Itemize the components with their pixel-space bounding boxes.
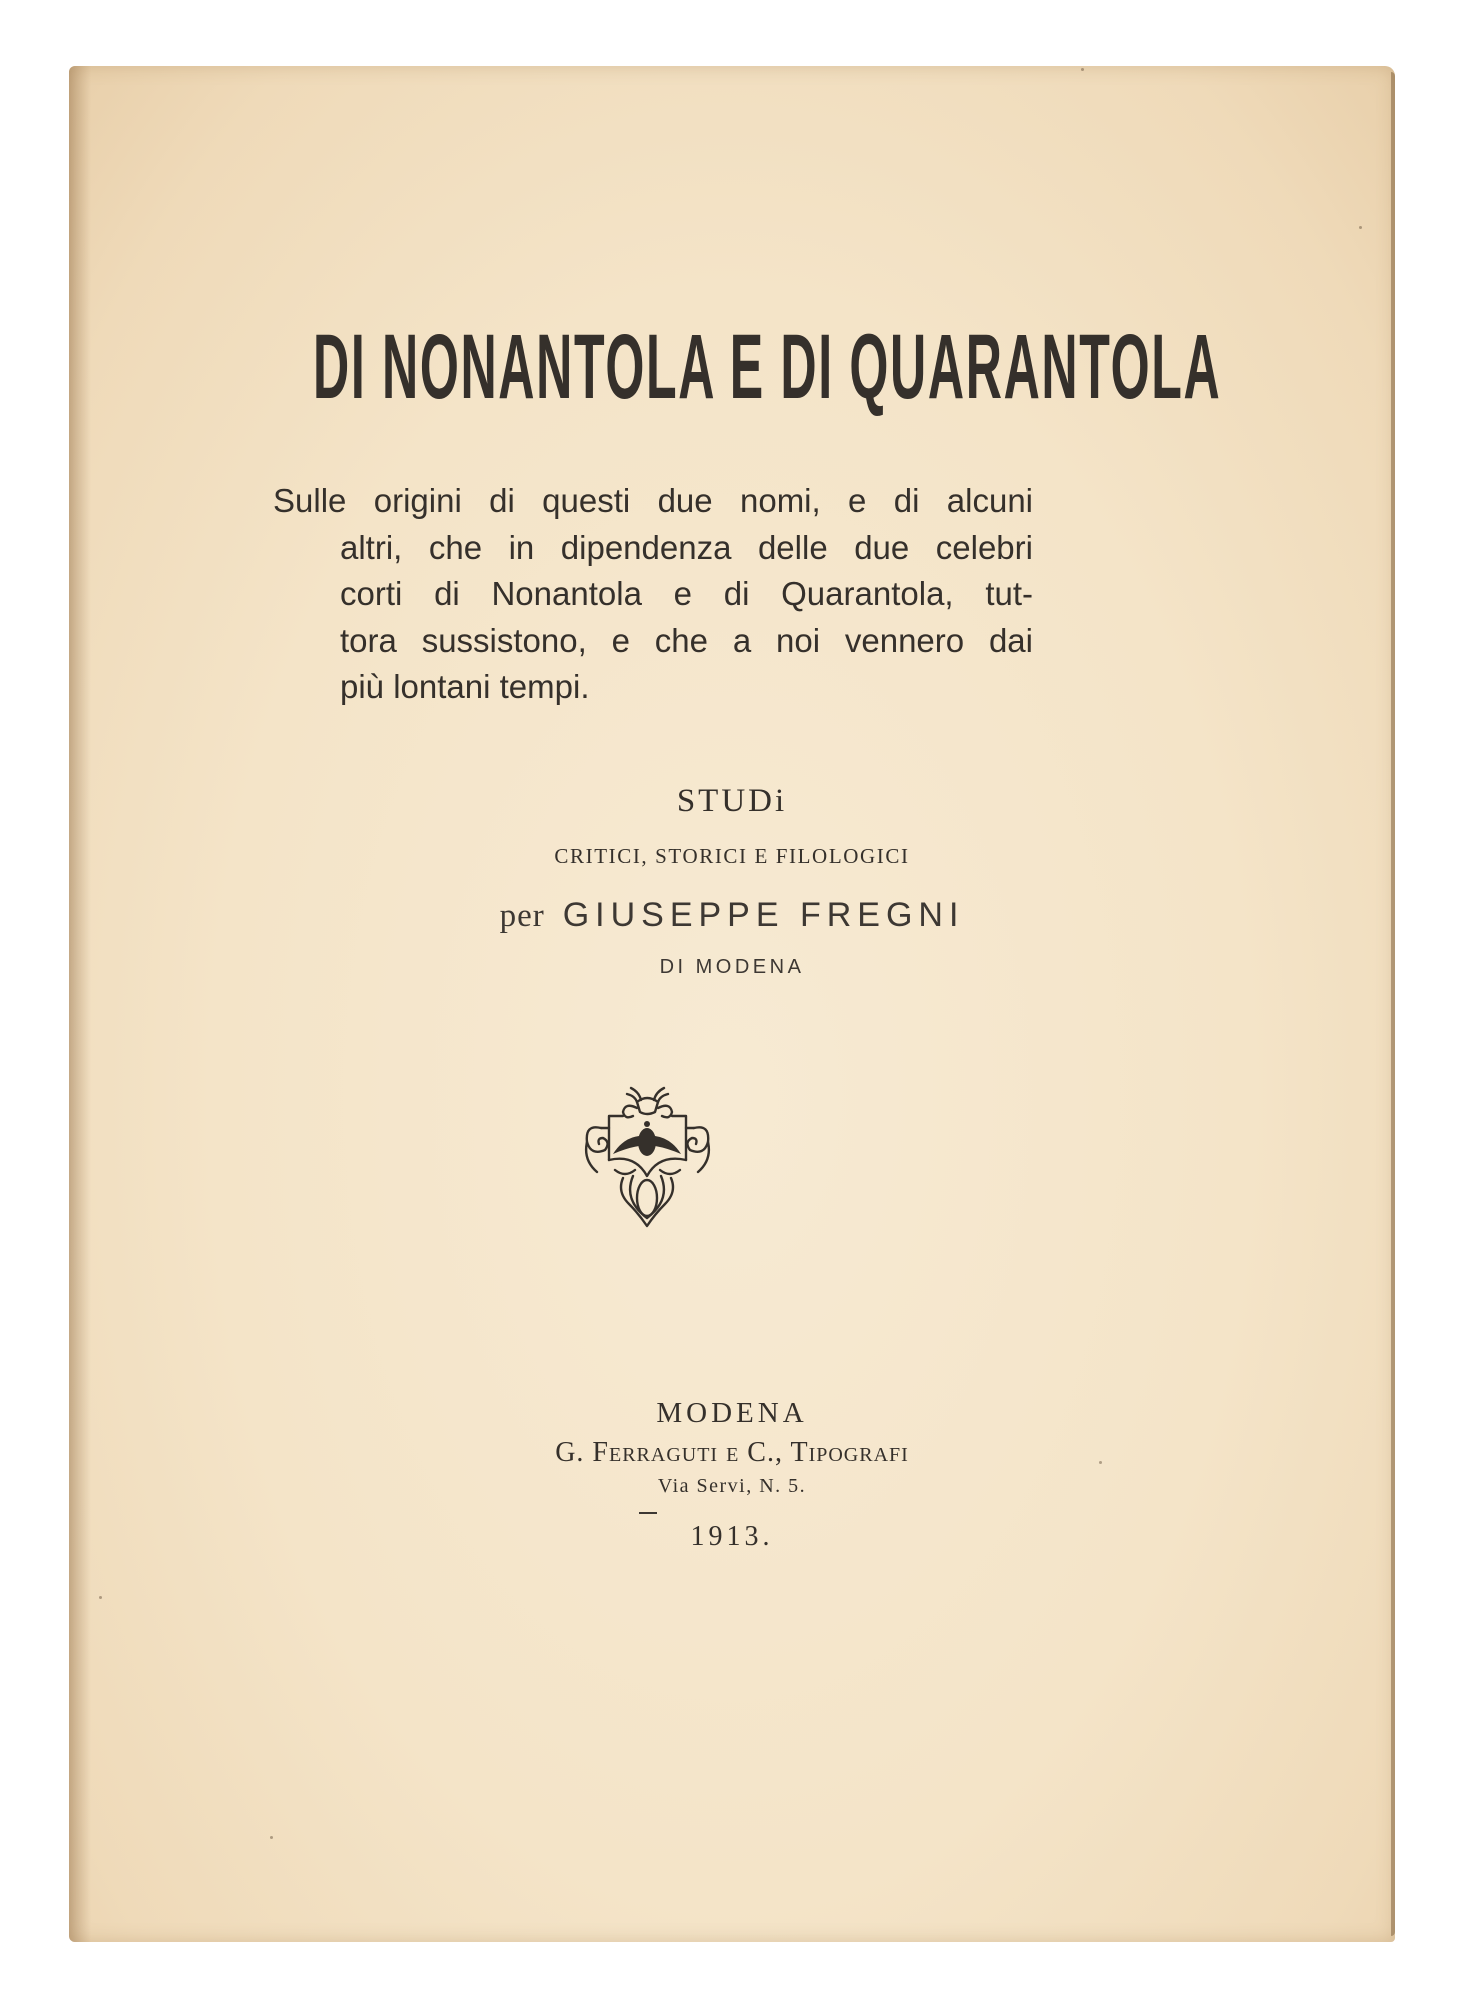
paper-speck <box>270 1836 273 1839</box>
imprint-city: MODENA <box>656 1397 808 1429</box>
imprint-year: 1913. <box>690 1521 774 1552</box>
imprint-printer: G. Ferraguti e C., Tipografi <box>555 1437 909 1468</box>
book-subtitle <box>273 478 1033 711</box>
paper-speck <box>99 1596 102 1599</box>
imprint-separator <box>639 1512 657 1514</box>
genre-heading: STUDi <box>676 783 788 819</box>
author-origin: DI MODENA <box>659 956 805 978</box>
printers-device-icon <box>575 1080 720 1230</box>
genre-detail: CRITICI, STORICI E FILOLOGICI <box>554 844 910 868</box>
paper-speck <box>1359 226 1362 229</box>
author-name: GIUSEPPE FREGNI <box>562 896 965 934</box>
subtitle-line: corti di Nonantola e di Quarantola, tut- <box>340 575 1033 612</box>
book-title-text: DI NONANTOLA E DI QUARANTOLA <box>313 316 1222 418</box>
author-line <box>69 893 1395 938</box>
imprint-address: Via Servi, N. 5. <box>657 1475 807 1497</box>
subtitle-line: tora sussistono, e che a noi vennero dai <box>340 621 1033 659</box>
book-title <box>313 316 1222 418</box>
subtitle-line: più lontani tempi. <box>340 668 590 705</box>
paper-speck <box>1081 68 1084 71</box>
author-prefix: per <box>499 898 545 934</box>
subtitle-line: Sulle origini di questi due nomi, e di alcuni <box>273 482 1033 519</box>
subtitle-line: altri, che in dipendenza delle due celebri <box>340 528 1033 566</box>
